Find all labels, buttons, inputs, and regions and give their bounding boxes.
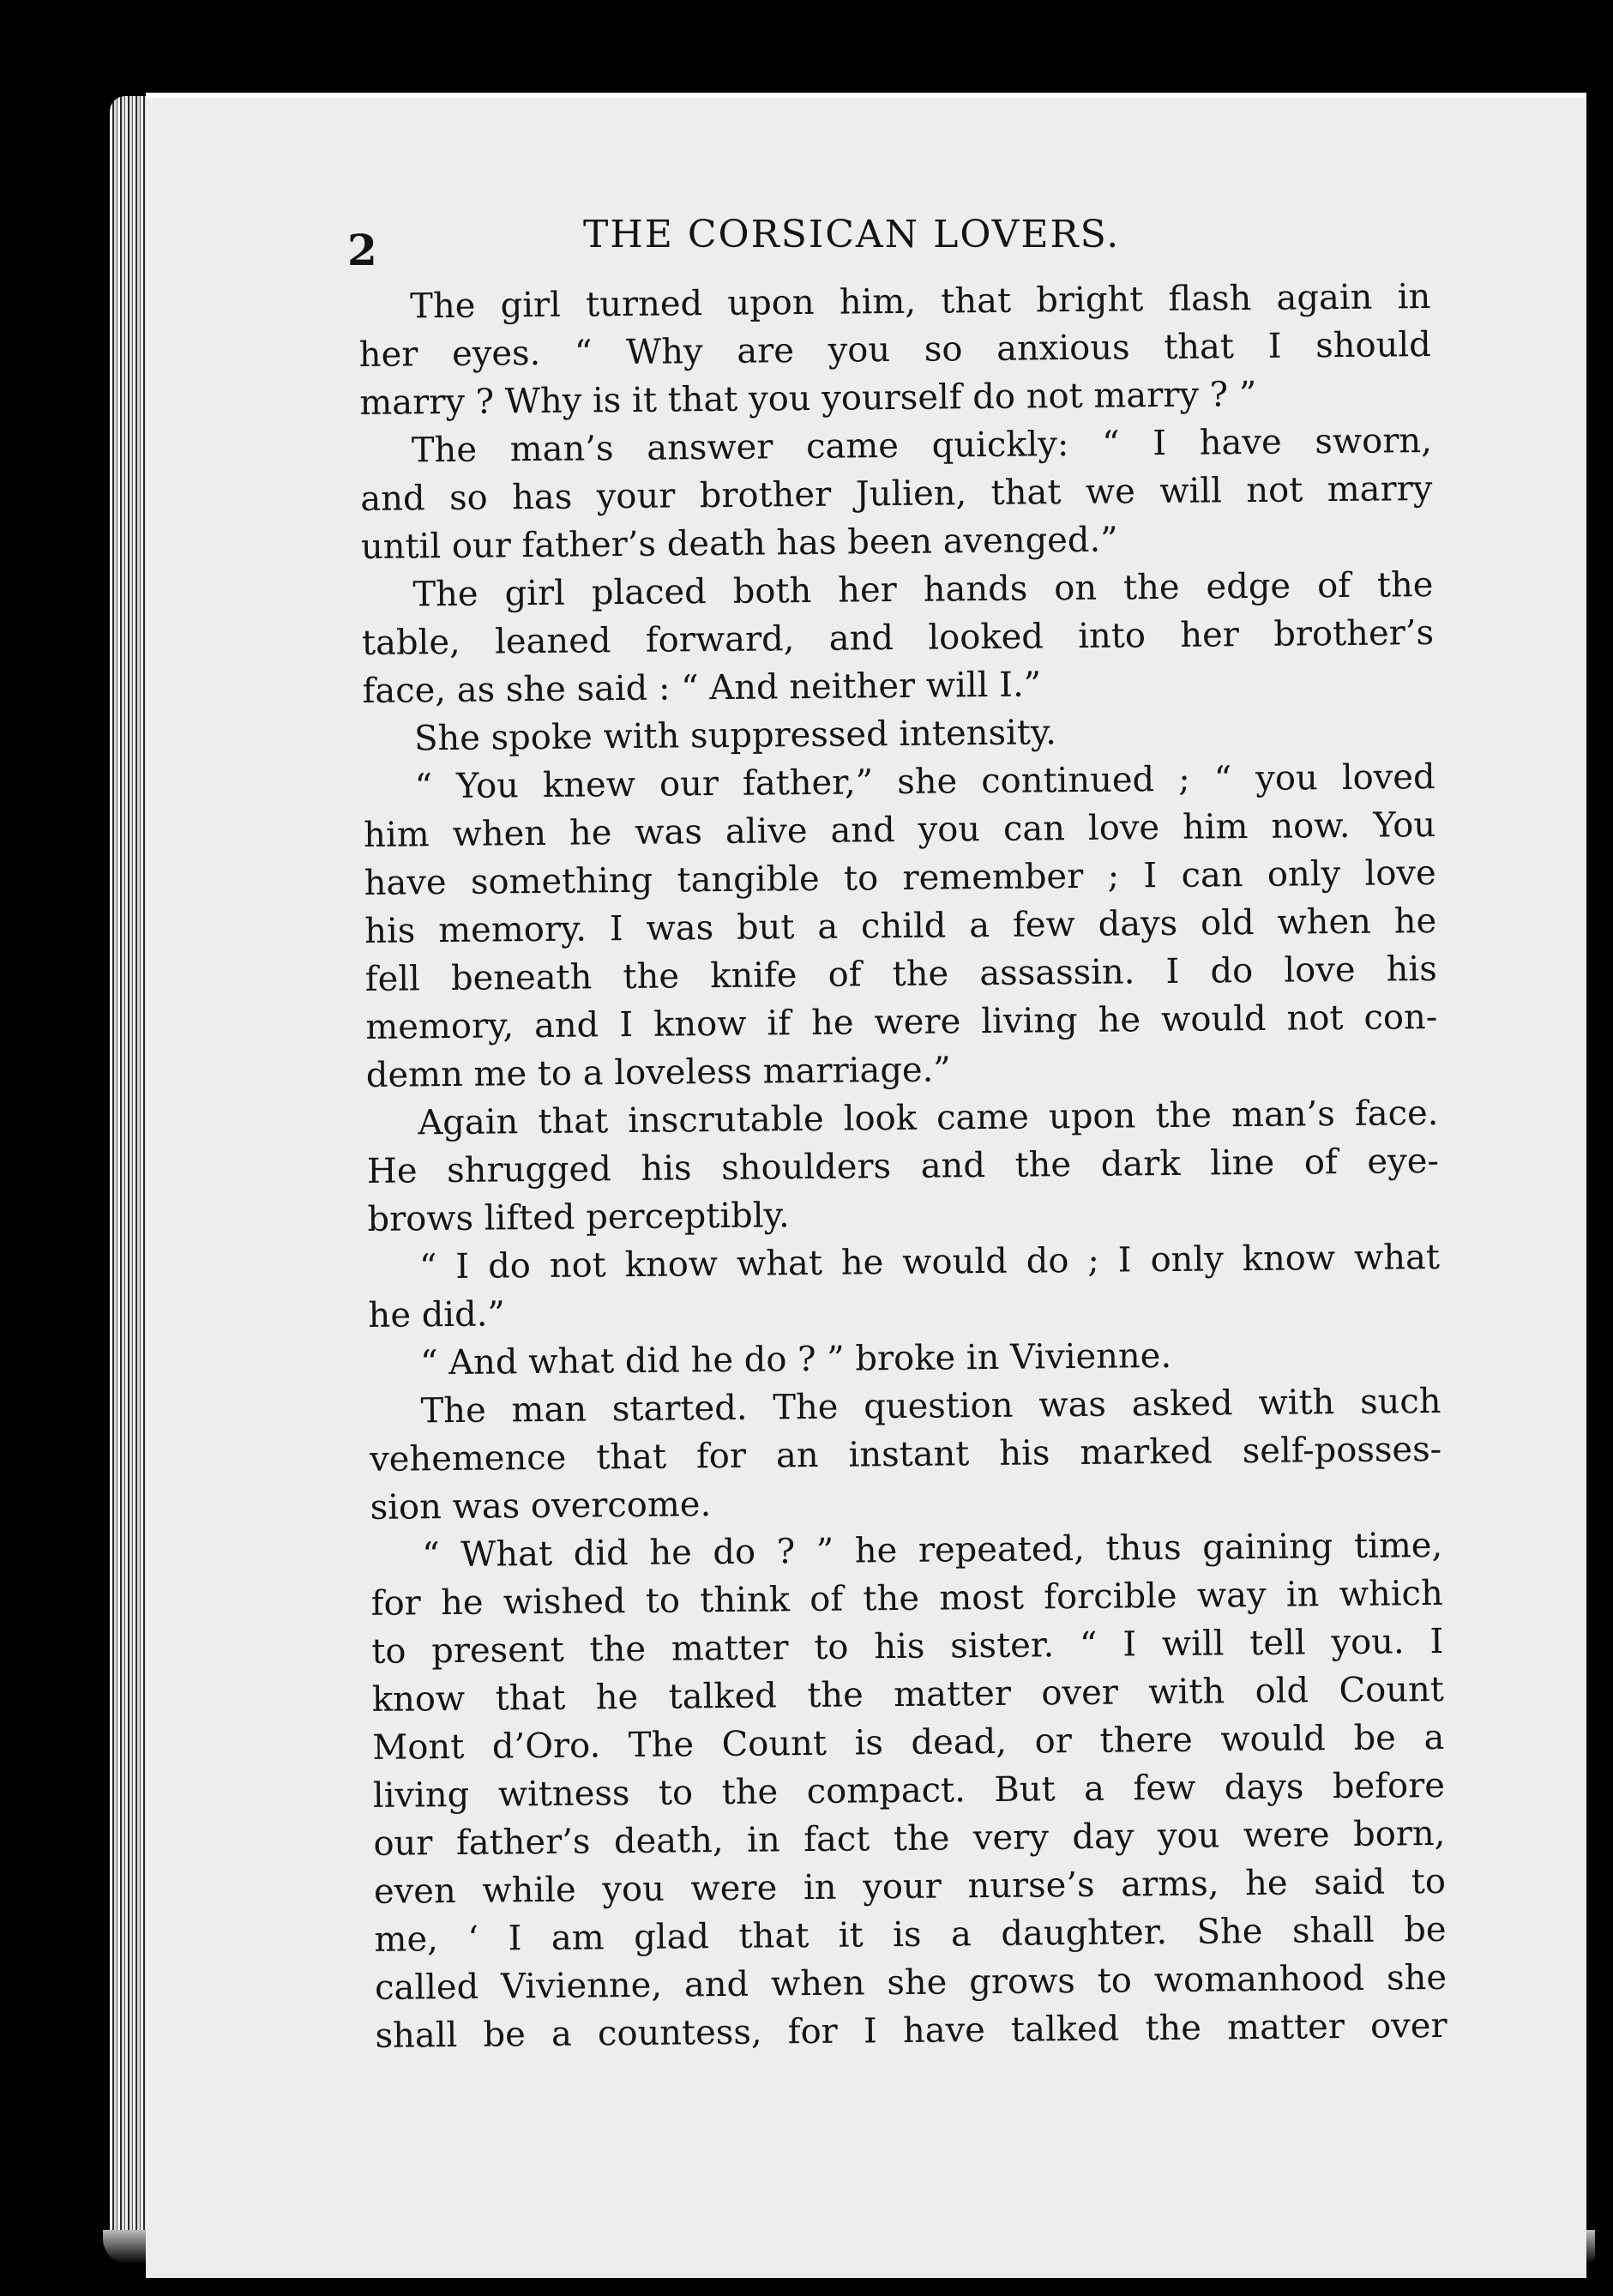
- text-line: even while you were in your nurse’s arms, he said to: [373, 1861, 1447, 1912]
- text-line: brows lifted perceptibly.: [367, 1196, 790, 1239]
- text-line: “ I do not know what he would do ; I only know what: [418, 1237, 1441, 1287]
- text-line: shall be a countess, for I have talked the matter over: [375, 2005, 1447, 2056]
- text-line: know that he talked the matter over with old Count: [371, 1669, 1445, 1720]
- text-line: living witness to the compact. But a few days before: [372, 1765, 1446, 1816]
- running-header: [202, 206, 1402, 274]
- text-line: to present the matter to his sister. “ I will tell you. I: [371, 1621, 1444, 1672]
- text-line: “ What did he do ? ” he repeated, thus gaining time,: [422, 1525, 1443, 1576]
- text-line: him when he was alive and you can love him now. You: [363, 805, 1436, 855]
- text-line: fell beneath the knife of the assassin. I do love his: [364, 949, 1437, 999]
- text-line: he did.”: [368, 1294, 506, 1335]
- running-title: THE CORSICAN LOVERS.: [583, 213, 1121, 256]
- text-line: sion was overcome.: [370, 1485, 712, 1528]
- text-line: marry ? Why is it that you yourself do not marry ? ”: [359, 374, 1257, 423]
- text-line: for he wished to think of the most forcible way in which: [370, 1573, 1443, 1624]
- text-line: The man started. The question was asked with such: [420, 1381, 1441, 1431]
- text-line: Again that inscrutable look came upon the man’s face.: [418, 1093, 1439, 1143]
- text-line: The man’s answer came quickly: “ I have sworn,: [411, 420, 1433, 471]
- text-line: The girl turned upon him, that bright flash again in: [410, 277, 1431, 327]
- text-line: memory, and I know if he were living he would not con-: [365, 997, 1438, 1047]
- text-line: “ And what did he do ? ” broke in Vivienne.: [419, 1335, 1172, 1383]
- text-line: his memory. I was but a child a few days old when he: [364, 901, 1437, 951]
- text-line: have something tangible to remember ; I can only love: [364, 853, 1436, 903]
- text-line: The girl placed both her hands on the edge of the: [412, 564, 1434, 615]
- text-line: demn me to a loveless marriage.”: [365, 1050, 951, 1095]
- text-line: table, leaned forward, and looked into her brother’s: [361, 612, 1435, 663]
- page-number: 2: [347, 225, 378, 275]
- text-line: until our father’s death has been avenged.”: [360, 520, 1118, 567]
- text-line: She spoke with suppressed intensity.: [413, 713, 1057, 759]
- text-line: He shrugged his shoulders and the dark line of eye-: [366, 1141, 1440, 1191]
- text-line: her eyes. “ Why are you so anxious that I should: [358, 324, 1431, 375]
- text-line: called Vivienne, and when she grows to womanhood she: [374, 1957, 1447, 2008]
- body-text: [358, 273, 1447, 2060]
- text-line: face, as she said : “ And neither will I.”: [362, 665, 1042, 711]
- text-line: “ You knew our father,” she continued ; “ you loved: [414, 756, 1435, 807]
- text-line: our father’s death, in fact the very day you were born,: [373, 1813, 1446, 1864]
- text-line: me, ‘ I am glad that it is a daughter. She shall be: [374, 1909, 1447, 1960]
- text-line: and so has your brother Julien, that we will not marry: [360, 468, 1433, 519]
- text-line: vehemence that for an instant his marked self-posses-: [369, 1429, 1442, 1479]
- text-line: Mont d’Oro. The Count is dead, or there would be a: [372, 1717, 1445, 1768]
